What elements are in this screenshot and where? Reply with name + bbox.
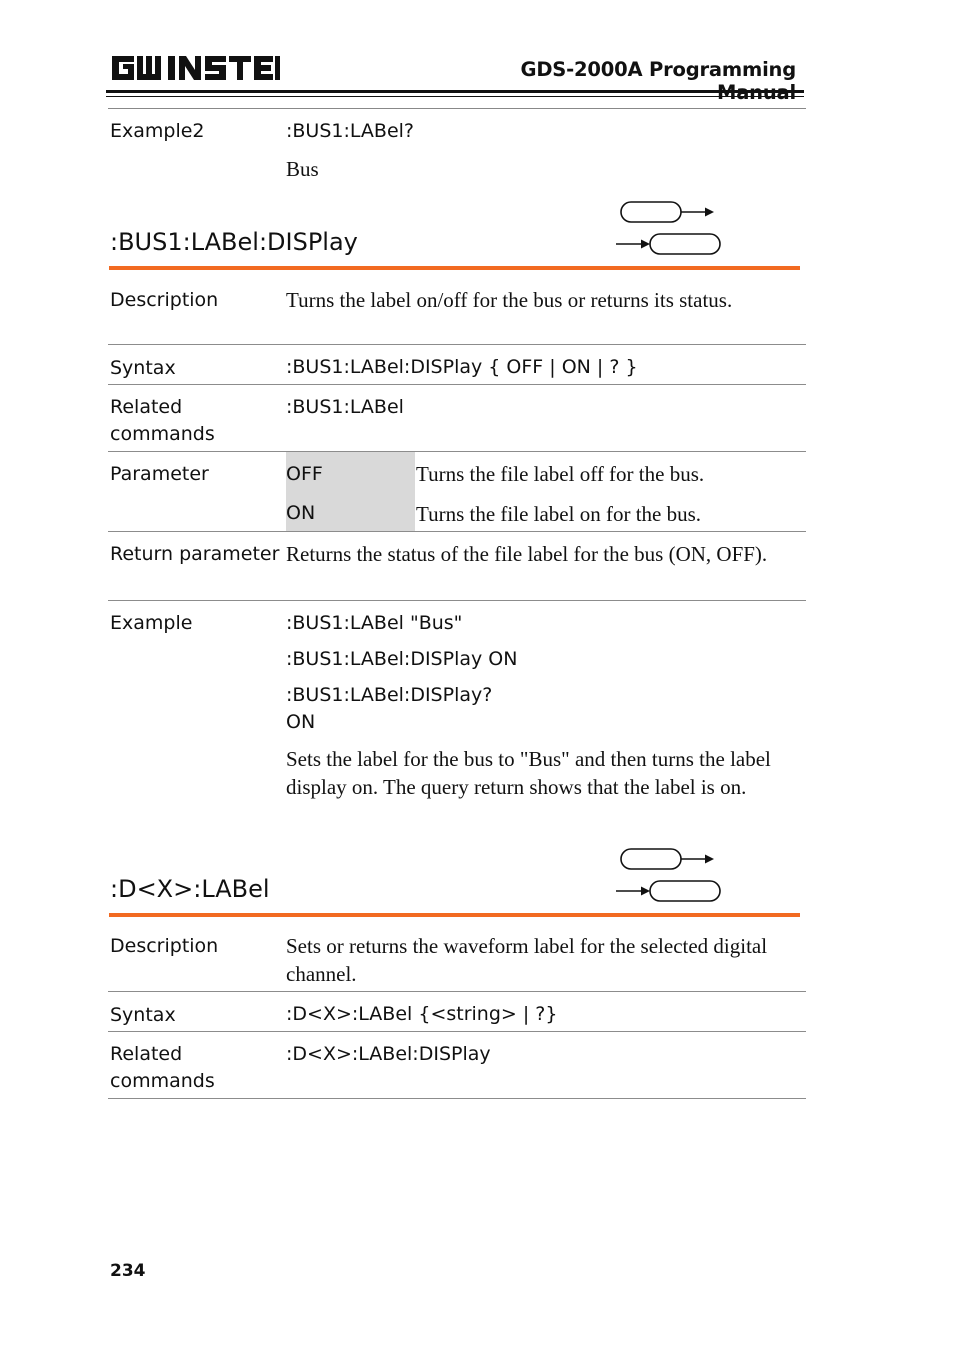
parameter-desc: Turns the file label on for the bus. xyxy=(416,502,702,526)
example2-command: :BUS1:LABel? xyxy=(286,120,414,142)
parameter-name: ON xyxy=(286,502,316,524)
divider xyxy=(108,1031,806,1032)
header-rule-thin xyxy=(106,96,804,97)
related-commands-text: :D<X>:LABel:DISPlay xyxy=(286,1043,491,1065)
divider xyxy=(108,451,806,452)
section-rule xyxy=(109,913,800,917)
divider xyxy=(108,344,806,345)
example2-label: Example2 xyxy=(110,120,205,142)
set-query-icon xyxy=(614,845,724,905)
syntax-text: :D<X>:LABel {<string> | ?} xyxy=(286,1003,558,1025)
description-text: Sets or returns the waveform label for the selected digital channel. xyxy=(286,934,768,986)
example2-result: Bus xyxy=(286,157,319,181)
document-title: GDS-2000A Programming xyxy=(520,58,796,81)
syntax-text: :BUS1:LABel:DISPlay { OFF | ON | ? } xyxy=(286,356,638,378)
divider xyxy=(108,108,806,109)
section-title-bus-label-display: :BUS1:LABel:DISPlay xyxy=(110,228,358,256)
syntax-label: Syntax xyxy=(110,357,176,379)
return-parameter-text: Returns the status of the file label for the bus (ON, OFF). xyxy=(286,542,768,566)
section-title-dx-label: :D<X>:LABel xyxy=(110,875,270,903)
divider xyxy=(108,1098,806,1099)
divider xyxy=(108,384,806,385)
parameter-desc: Turns the file label off for the bus. xyxy=(416,462,705,486)
set-query-icon xyxy=(614,198,724,258)
divider xyxy=(108,991,806,992)
syntax-label: Syntax xyxy=(110,1004,176,1026)
related-commands-text: :BUS1:LABel xyxy=(286,396,404,418)
example-line: :BUS1:LABel:DISPlay ON xyxy=(286,648,518,670)
related-commands-label: Related commands xyxy=(110,396,215,445)
divider xyxy=(108,531,806,532)
divider xyxy=(108,600,806,601)
example-line: :BUS1:LABel "Bus" xyxy=(286,612,463,634)
description-label: Description xyxy=(110,935,219,957)
example-line: :BUS1:LABel:DISPlay? xyxy=(286,684,493,706)
return-parameter-label: Return parameter xyxy=(110,543,280,565)
description-text: Turns the label on/off for the bus or returns its status. xyxy=(286,288,733,312)
related-commands-label: Related commands xyxy=(110,1043,215,1092)
description-label: Description xyxy=(110,289,219,311)
section-rule xyxy=(109,266,800,270)
header-rule xyxy=(106,90,804,93)
example-label: Example xyxy=(110,612,193,634)
example-note: Sets the label for the bus to "Bus" and then turns the label display on. The query return shows that the label is on. xyxy=(286,747,771,799)
page-number: 234 xyxy=(110,1261,146,1281)
gw-instek-logo xyxy=(110,52,282,84)
parameter-name: OFF xyxy=(286,463,323,485)
example-line: ON xyxy=(286,711,316,733)
parameter-label: Parameter xyxy=(110,463,209,485)
